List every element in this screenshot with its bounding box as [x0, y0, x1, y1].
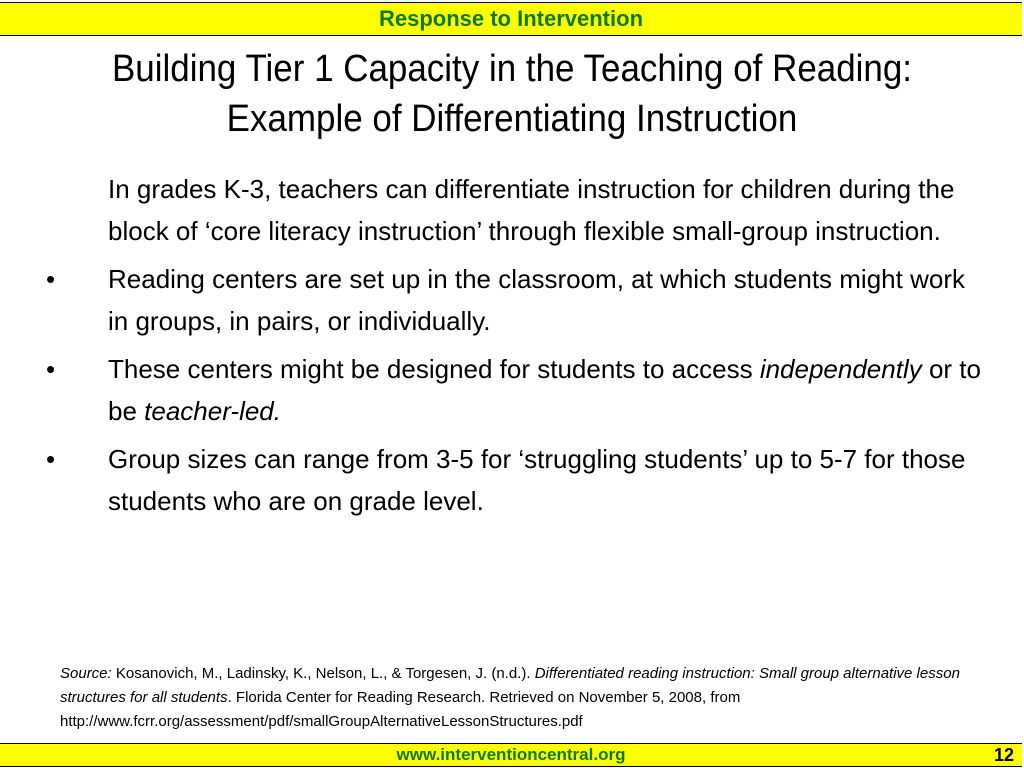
page-number: 12 — [993, 745, 1014, 765]
source-label: Source: — [60, 665, 112, 682]
source-work-title: Differentiated reading instruction: Small group alternative lesson structures for all students — [60, 665, 960, 706]
bullet-text: Reading centers are set up in the classroom, at which students might work in groups, in pairs, or individually. — [108, 264, 965, 336]
bullet-item — [40, 438, 990, 522]
footer-bar — [0, 743, 1022, 767]
bullet-text: Group sizes can range from 3-5 for ‘struggling students’ up to 5-7 for those students who are on grade level. — [108, 444, 966, 516]
bullet-emphasis: independently — [759, 354, 922, 384]
bullet-icon: • — [46, 444, 56, 474]
source-authors: Kosanovich, M., Ladinsky, K., Nelson, L., & Torgesen, J. (n.d.). — [111, 665, 535, 682]
slide-title — [41, 44, 983, 144]
slide-title-line-1: Building Tier 1 Capacity in the Teaching of Reading: — [111, 48, 913, 90]
intro-paragraph: In grades K-3, teachers can differentiate instruction for children during the block of ‘core literacy instruction’ through flexible small-group instruction. — [108, 174, 955, 246]
slide-title-line-2: Example of Differentiating Instruction — [226, 98, 798, 140]
bullet-emphasis: teacher-led. — [144, 396, 281, 426]
slide-body — [40, 168, 990, 528]
header-title: Response to Intervention — [378, 6, 644, 31]
footer-url[interactable]: www.interventioncentral.org — [396, 745, 626, 764]
bullet-item — [40, 258, 990, 342]
header-bar — [0, 2, 1022, 36]
bullet-item — [40, 348, 990, 432]
bullet-text-segment: or to be — [108, 354, 981, 426]
bullet-icon: • — [46, 264, 56, 294]
bullet-icon: • — [46, 354, 56, 384]
bullet-text-segment: These centers might be designed for students to access — [108, 354, 760, 384]
source-details: . Florida Center for Reading Research. Retrieved on November 5, 2008, from http://www.fcrr.org/assessment/pdf/smallGroupAlternativeLessonStructures.pdf — [60, 689, 741, 730]
source-citation — [60, 662, 960, 734]
bullet-text — [108, 348, 990, 432]
